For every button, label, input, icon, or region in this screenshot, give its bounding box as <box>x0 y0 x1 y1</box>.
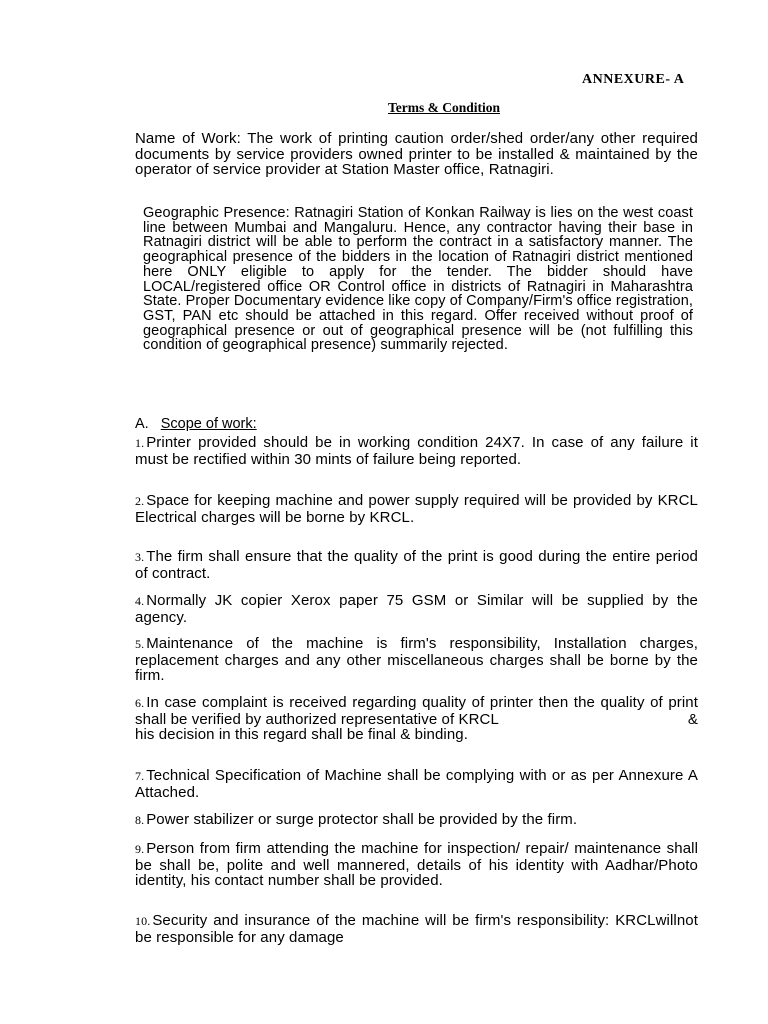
scope-letter: A. <box>135 416 149 432</box>
document-title: Terms & Condition <box>388 100 501 115</box>
scope-heading <box>135 416 257 432</box>
list-item <box>135 913 698 945</box>
item-text: Technical Specification of Machine shall be complying with or as per Annexure A Attached. <box>135 767 698 801</box>
annexure-label: ANNEXURE- A <box>582 72 685 87</box>
list-item <box>135 812 698 829</box>
item-text: Person from firm attending the machine for inspection/ repair/ maintenance shall be shall be, polite and well mannered, details of his identity with Aadhar/Photo identity, his contact number shall be provided. <box>135 840 698 889</box>
item-number: 1. <box>135 436 145 450</box>
list-item <box>135 768 698 800</box>
item-text: Normally JK copier Xerox paper 75 GSM or Similar will be supplied by the agency. <box>135 592 698 626</box>
list-item <box>135 593 698 625</box>
item-text: Printer provided should be in working condition 24X7. In case of any failure it must be rectified within 30 mints of failure being reported. <box>135 434 698 468</box>
item-number: 10. <box>135 914 151 928</box>
item-text: In case complaint is received regarding quality of printer then the quality of print shall be verified by authorized representative of KRCL <box>135 694 698 728</box>
item-number: 7. <box>135 769 145 783</box>
list-item <box>135 549 698 581</box>
item-number: 3. <box>135 550 145 564</box>
list-item <box>135 695 698 743</box>
scope-heading-text: Scope of work: <box>160 416 257 432</box>
item-number: 4. <box>135 594 145 608</box>
item-number: 9. <box>135 842 145 856</box>
item-number: 8. <box>135 813 145 827</box>
list-item <box>135 435 698 467</box>
geographic-presence-paragraph: Geographic Presence: Ratnagiri Station of Konkan Railway is lies on the west coast line between Mumbai and Mangaluru. Hence, any contractor having their base in Ratnagiri district will be able to perform the contract in a satisfactory manner. The geographical presence of the bidders in the location of Ratnagiri district mentioned here ONLY eligible to apply for the tender. The bidder should have LOCAL/registered office OR Control office in districts of Ratnagiri in Maharashtra State. Proper Documentary evidence like copy of Company/Firm's office registration, GST, PAN etc should be attached in this regard. Offer received without proof of geographical presence or out of geographical presence will be (not fulfilling this condition of geographical presence) summarily rejected. <box>143 205 693 354</box>
list-item <box>135 636 698 684</box>
item-number: 5. <box>135 637 145 651</box>
name-of-work-paragraph: Name of Work: The work of printing caution order/shed order/any other required documents by service providers owned printer to be installed & maintained by the operator of service provider at Station Master office, Ratnagiri. <box>135 130 698 178</box>
item-text: Maintenance of the machine is firm's responsibility, Installation charges, replacement charges and any other miscellaneous charges shall be borne by the firm. <box>135 635 698 684</box>
item-text: Security and insurance of the machine will be firm's responsibility: KRCLwillnot be responsible for any damage <box>135 912 698 946</box>
item-text: Space for keeping machine and power supply required will be provided by KRCL Electrical charges will be borne by KRCL. <box>135 492 698 526</box>
item-text: The firm shall ensure that the quality of the print is good during the entire period of contract. <box>135 548 698 582</box>
item-text: Power stabilizer or surge protector shall be provided by the firm. <box>146 811 578 828</box>
list-item <box>135 493 698 525</box>
item-ampersand: & <box>687 710 698 728</box>
item-tail-text: his decision in this regard shall be final & binding. <box>135 726 468 743</box>
item-number: 2. <box>135 494 145 508</box>
item-number: 6. <box>135 696 145 710</box>
list-item <box>135 841 698 889</box>
